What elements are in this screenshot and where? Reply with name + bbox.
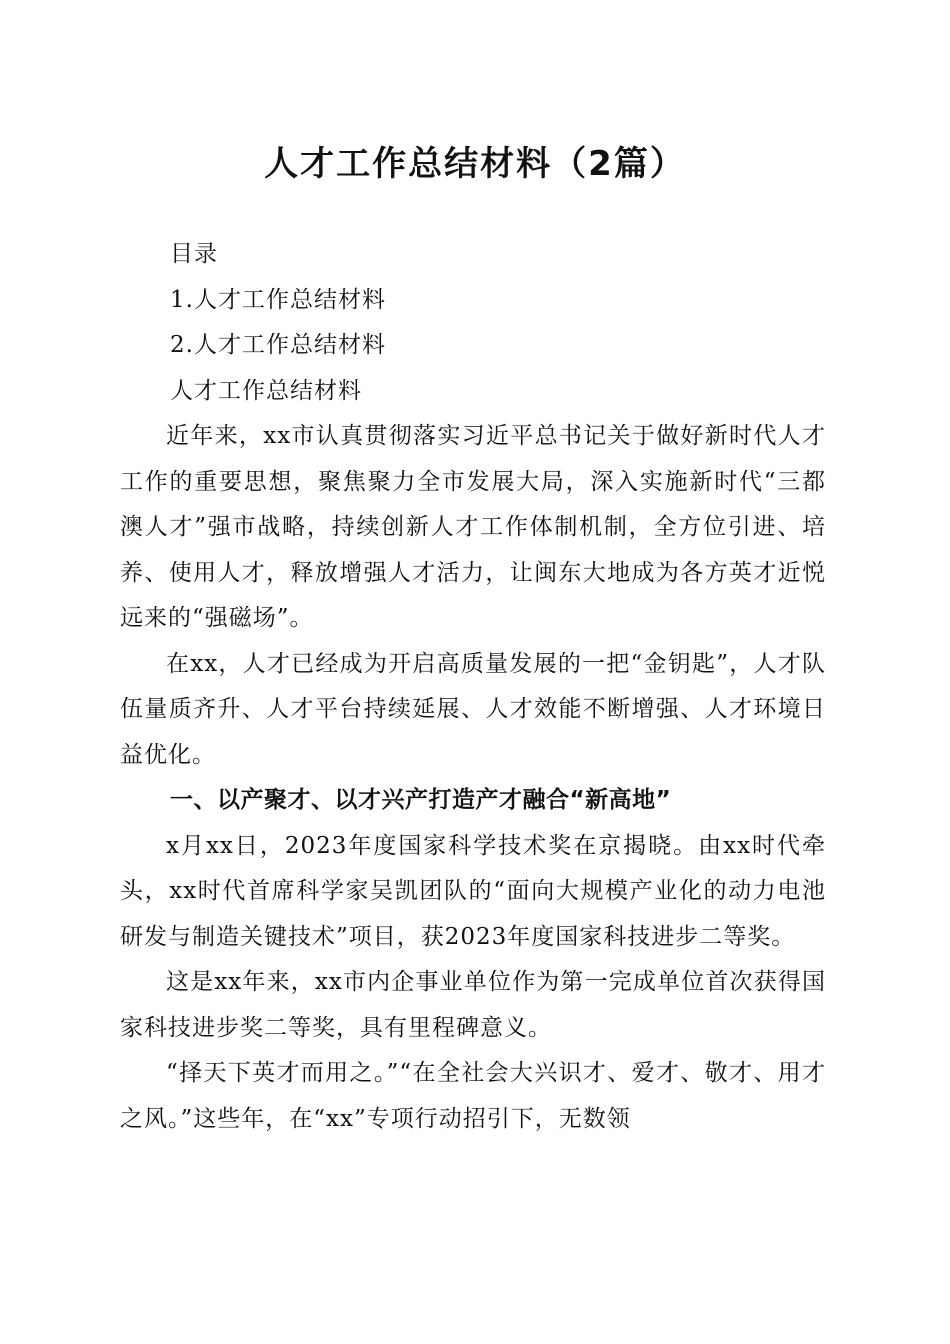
section-heading: 一、以产聚才、以才兴产打造产才融合“新高地”: [170, 787, 672, 813]
toc-item: 1.人才工作总结材料: [170, 286, 386, 313]
article-title: 人才工作总结材料: [170, 377, 362, 404]
document-title: 人才工作总结材料（2篇）: [264, 144, 686, 184]
toc-heading: 目录: [170, 241, 218, 267]
paragraph: “择天下英才而用之。”“在全社会大兴识才、爱才、敬才、用才之风。”这些年，在“xx”专项行动招引下，无数领: [120, 1060, 826, 1132]
document-body: [120, 232, 826, 1142]
paragraph: 在xx，人才已经成为开启高质量发展的一把“金钥匙”，人才队伍量质齐升、人才平台持续延展、人才效能不断增强、人才环境日益优化。: [120, 650, 826, 768]
paragraph: x月xx日，2023年度国家科学技术奖在京揭晓。由xx时代牵头，xx时代首席科学家吴凯团队的“面向大规模产业化的动力电池研发与制造关键技术”项目，获2023年度国家科技进步二等奖。: [120, 832, 826, 950]
paragraph: 近年来，xx市认真贯彻落实习近平总书记关于做好新时代人才工作的重要思想，聚焦聚力全市发展大局，深入实施新时代“三都澳人才”强市战略，持续创新人才工作体制机制，全方位引进、培养、使用人才，释放增强人才活力，让闽东大地成为各方英才近悦远来的“强磁场”。: [120, 423, 826, 631]
toc-item: 2.人才工作总结材料: [170, 332, 386, 358]
paragraph: 这是xx年来，xx市内企事业单位作为第一完成单位首次获得国家科技进步奖二等奖，具有里程碑意义。: [120, 969, 826, 1041]
